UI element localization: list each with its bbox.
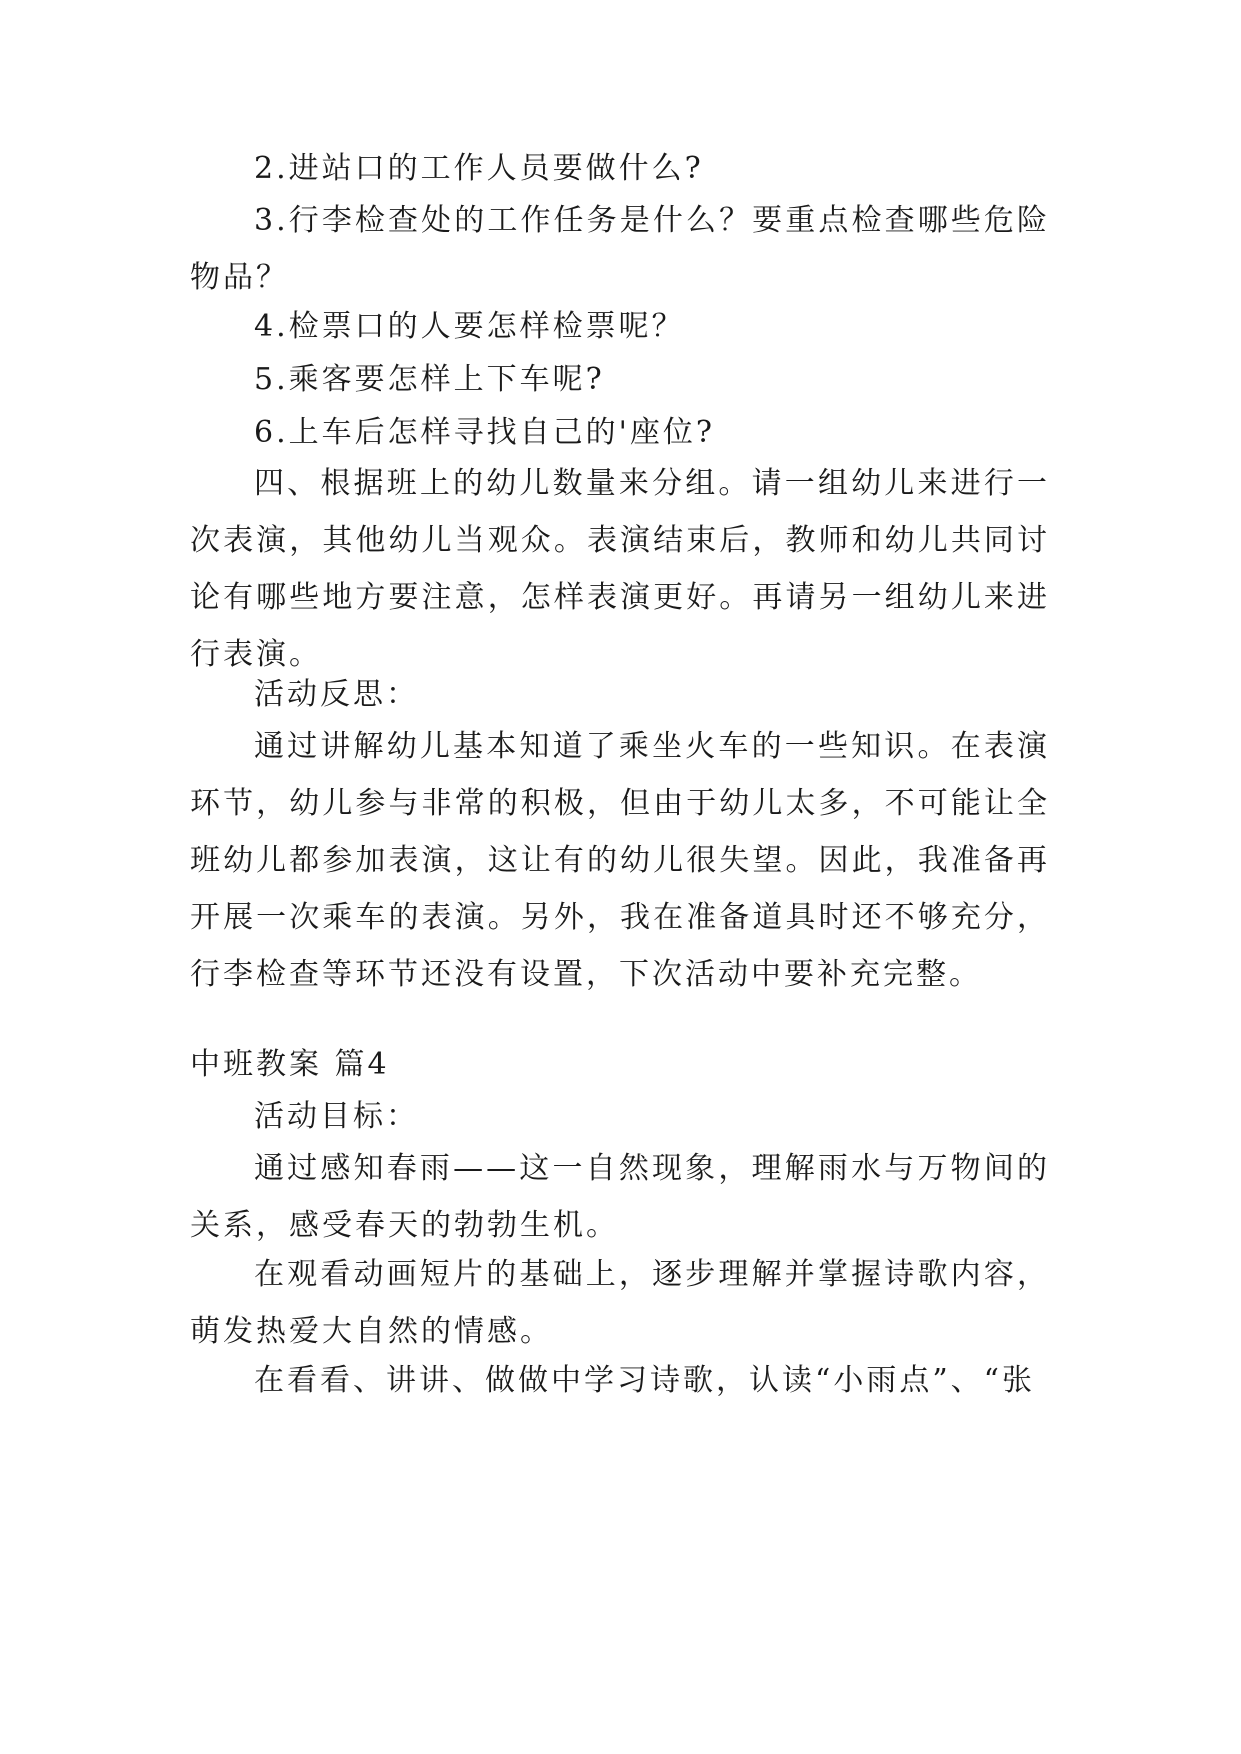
step-four-paragraph: 四、根据班上的幼儿数量来分组。请一组幼儿来进行一次表演，其他幼儿当观众。表演结束后，教师和幼儿共同讨论有哪些地方要注意，怎样表演更好。再请另一组幼儿来进行表演。 <box>190 466 1050 672</box>
question-4: 4.检票口的人要怎样检票呢？ <box>254 309 685 344</box>
question-3: 3.行李检查处的工作任务是什么？要重点检查哪些危险物品？ <box>190 203 1050 295</box>
reflection-title: 活动反思： <box>254 677 419 712</box>
question-5: 5.乘客要怎样上下车呢? <box>254 362 605 397</box>
question-6: 6.上车后怎样寻找自己的'座位? <box>254 415 715 450</box>
reflection-body: 通过讲解幼儿基本知道了乘坐火车的一些知识。在表演环节，幼儿参与非常的积极，但由于幼儿太多，不可能让全班幼儿都参加表演，这让有的幼儿很失望。因此，我准备再开展一次乘车的表演。另外，我在准备道具时还不够充分，行李检查等环节还没有设置，下次活动中要补充完整。 <box>190 729 1050 992</box>
section-heading: 中班教案 篇4 <box>190 1047 390 1082</box>
goals-title: 活动目标： <box>254 1099 419 1134</box>
question-2: 2.进站口的工作人员要做什么? <box>254 151 704 186</box>
goal-1: 通过感知春雨——这一自然现象，理解雨水与万物间的关系，感受春天的勃勃生机。 <box>190 1151 1050 1243</box>
goal-2: 在观看动画短片的基础上，逐步理解并掌握诗歌内容，萌发热爱大自然的情感。 <box>190 1257 1050 1349</box>
goal-3: 在看看、讲讲、做做中学习诗歌，认读“小雨点”、“张 <box>254 1363 1036 1398</box>
